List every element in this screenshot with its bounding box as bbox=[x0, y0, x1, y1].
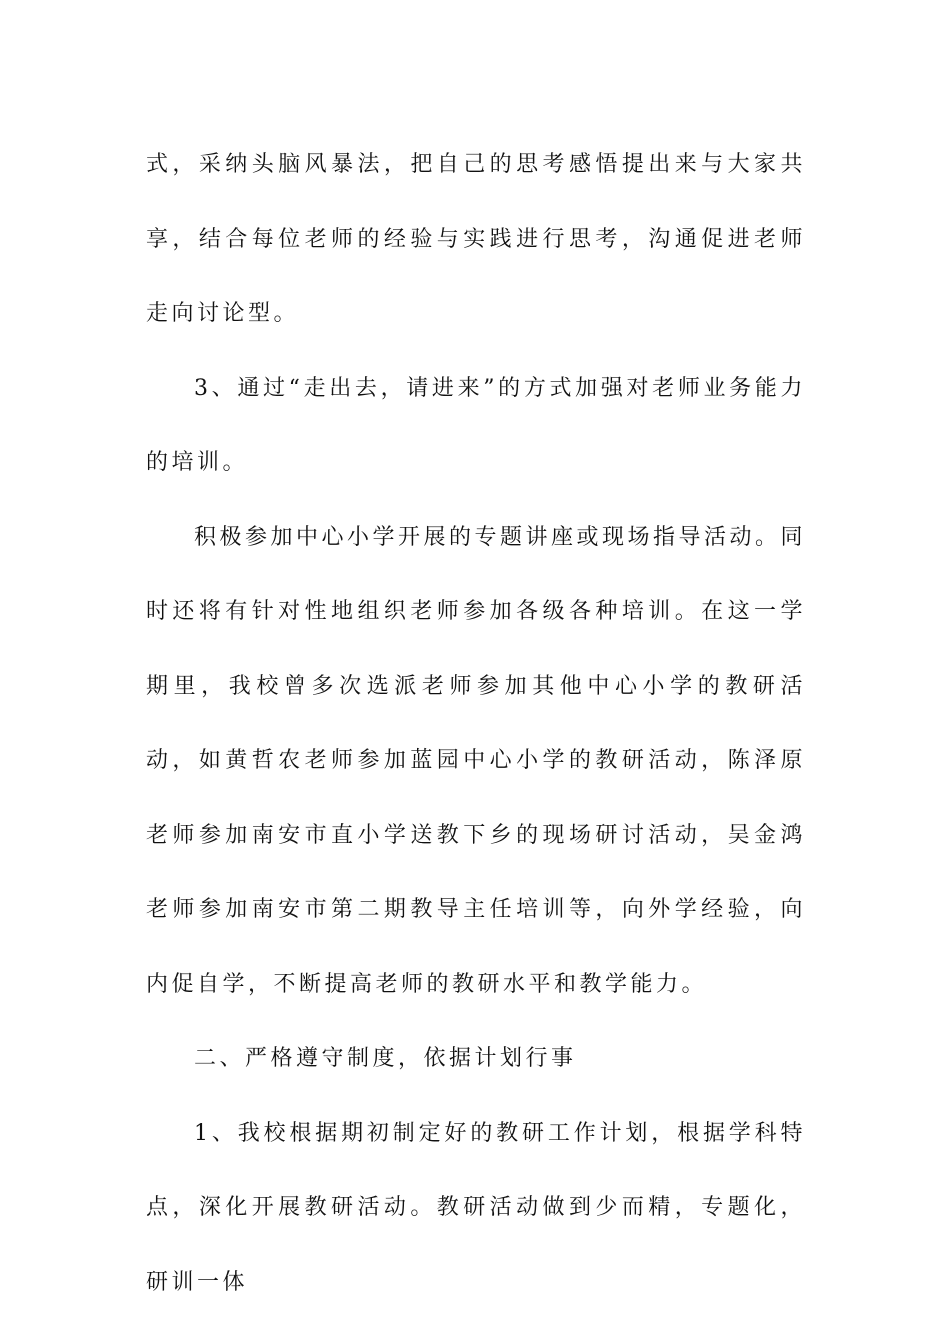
paragraph-item-3: 3、通过“走出去，请进来”的方式加强对老师业务能力的培训。 bbox=[146, 375, 806, 475]
paragraph-continuation: 式，采纳头脑风暴法，把自己的思考感悟提出来与大家共享，结合每位老师的经验与实践进行思考，沟通促进老师走向讨论型。 bbox=[146, 152, 806, 326]
section-heading-2: 二、严格遵守制度，依据计划行事 bbox=[194, 1046, 577, 1071]
paragraph-training: 积极参加中心小学开展的专题讲座或现场指导活动。同时还将有针对性地组织老师参加各级各种培训。在这一学期里，我校曾多次选派老师参加其他中心小学的教研活动，如黄哲农老师参加蓝园中心小学的教研活动，陈泽原老师参加南安市直小学送教下乡的现场研讨活动，吴金鸿老师参加南安市第二期教导主任培训等，向外学经验，向内促自学，不断提高老师的教研水平和教学能力。 bbox=[146, 524, 807, 997]
document-body bbox=[146, 128, 806, 1320]
paragraph-item-1: 1、我校根据期初制定好的教研工作计划，根据学科特点，深化开展教研活动。教研活动做到少而精，专题化，研训一体 bbox=[146, 1120, 806, 1295]
